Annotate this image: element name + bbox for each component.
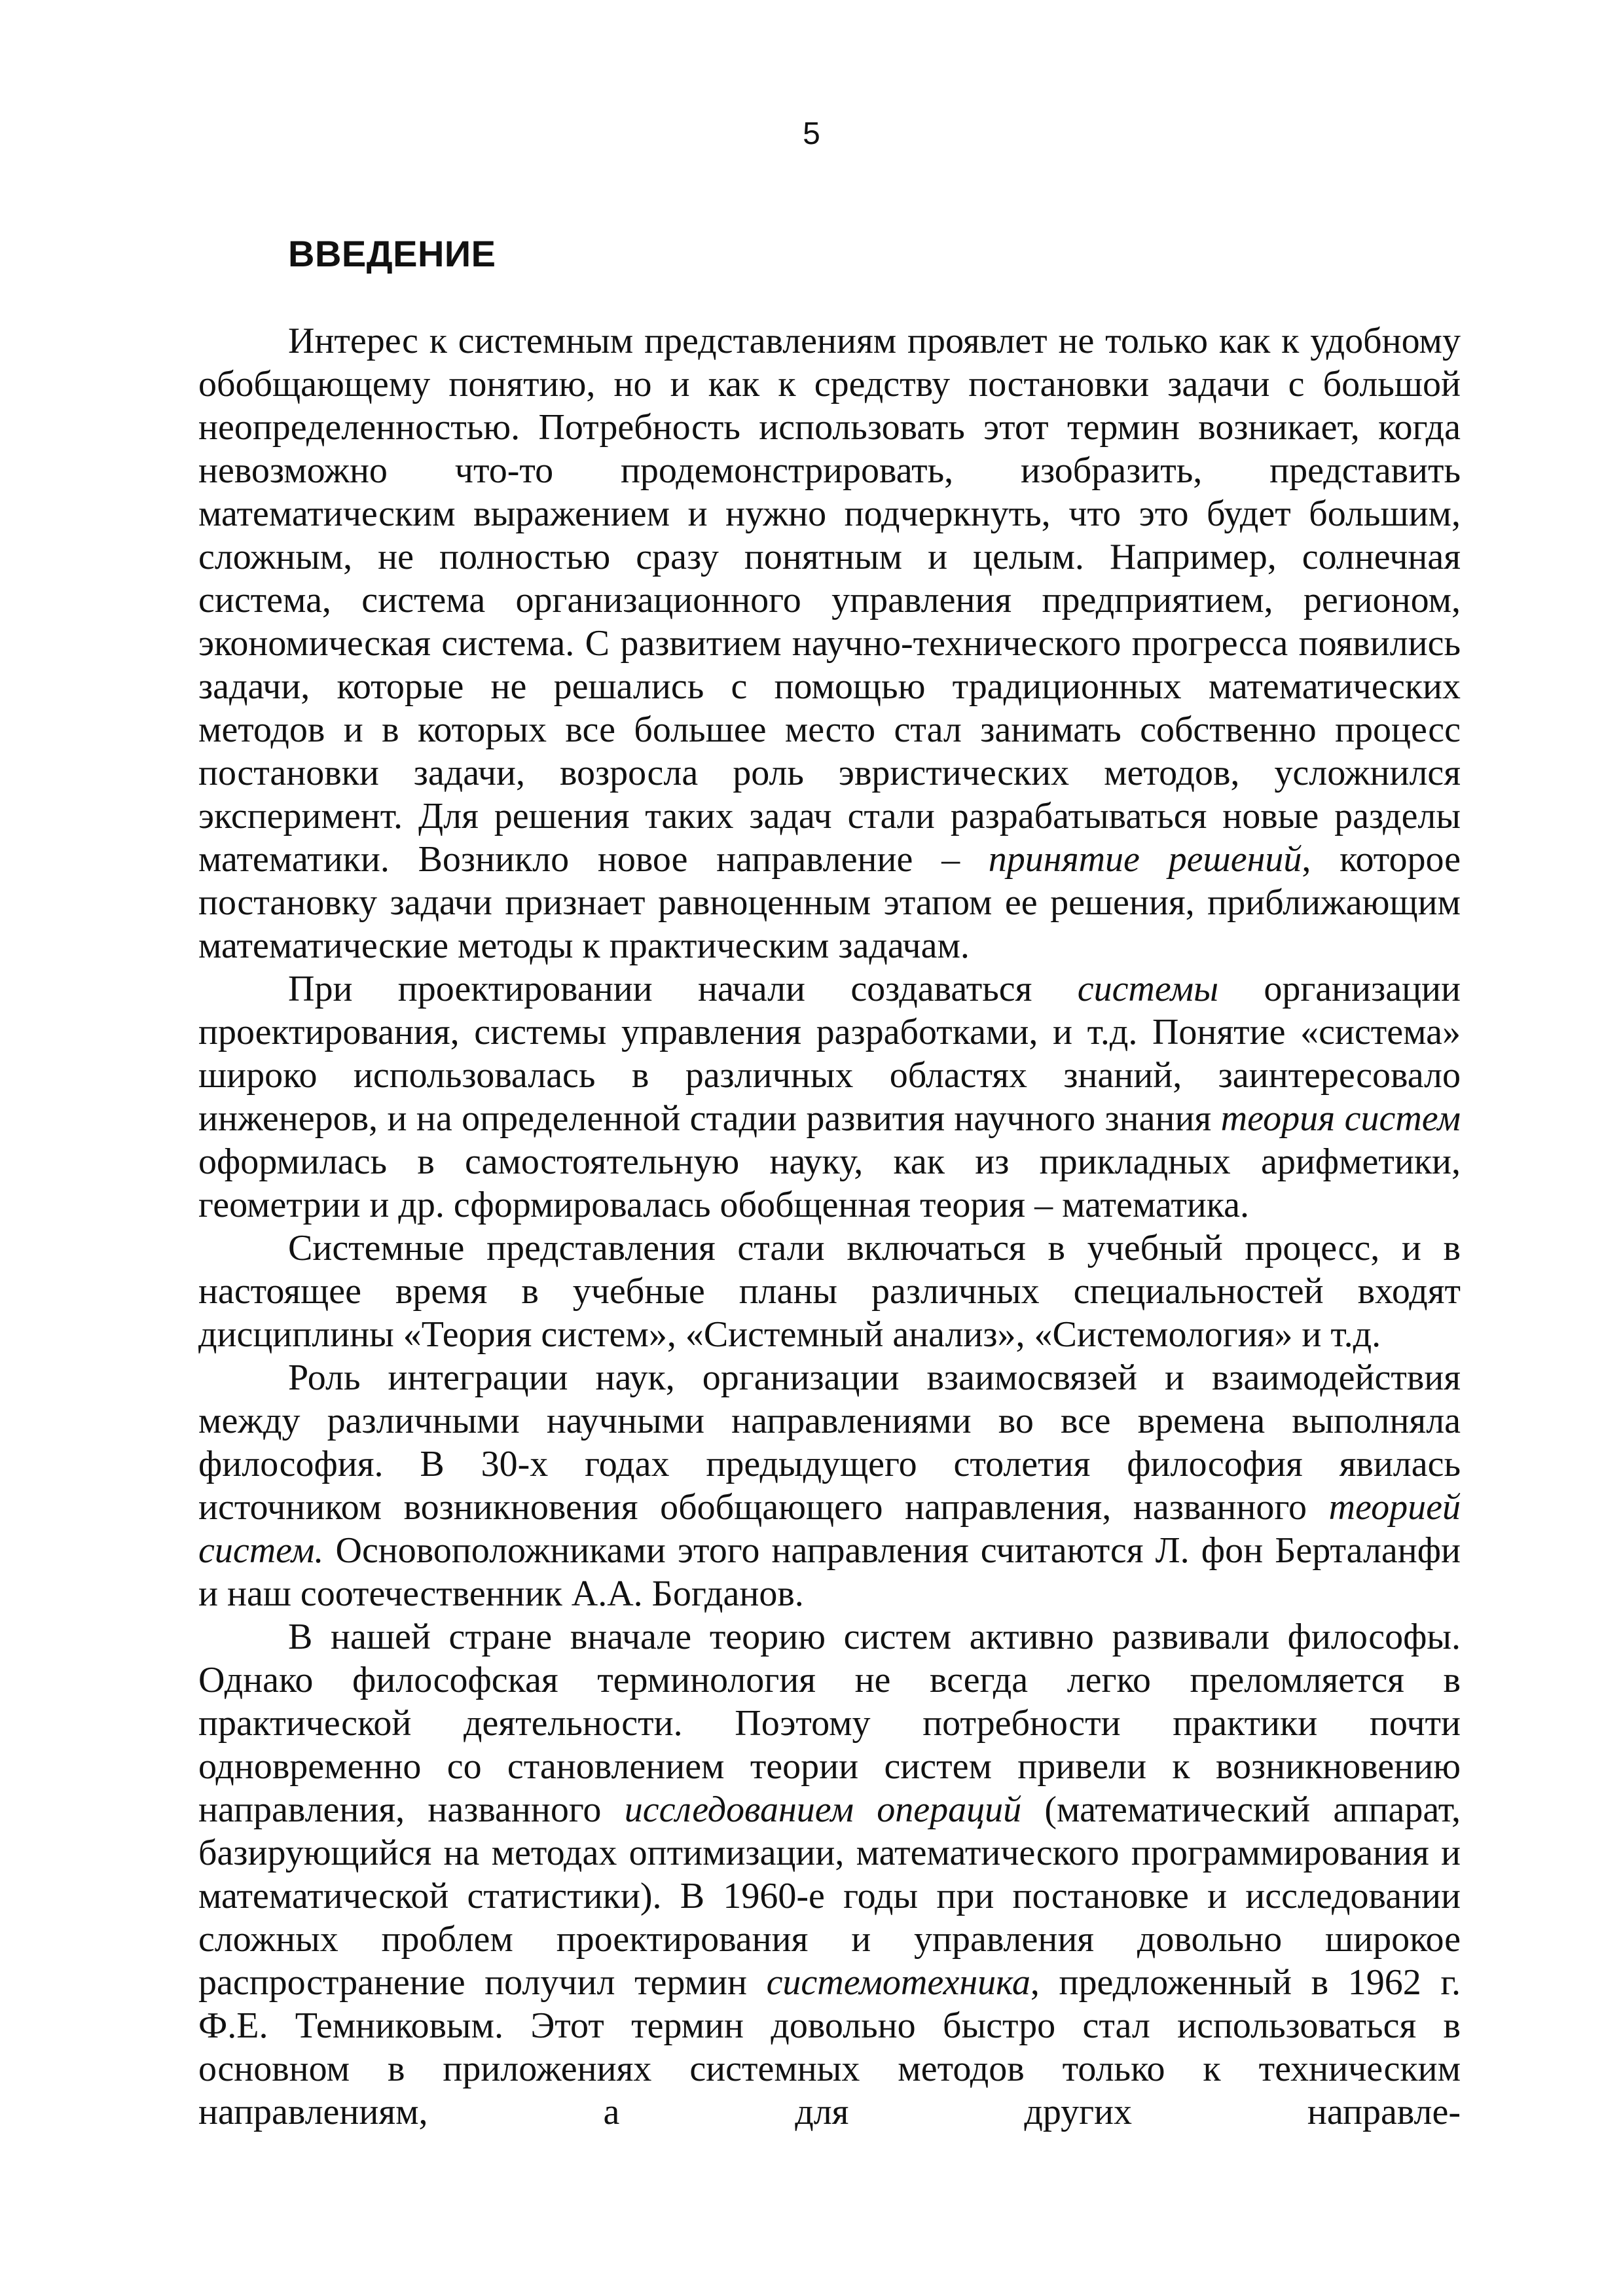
text-run: оформилась в самостоятельную науку, как из прикладных арифметики, геометрии и др. сформировалась обобщенная теория – математика.: [198, 1141, 1461, 1225]
paragraph-3: [198, 1227, 1461, 1356]
italic-term: исследованием операций: [624, 1789, 1022, 1830]
text-run: При проектировании начали создаваться: [288, 969, 1078, 1009]
text-run: В нашей стране вначале теорию систем активно развивали философы. Однако философская терминология не всегда легко преломляется в практической деятельности. Поэтому потребности практики почти одновременно со становлением теории систем привели к возникновению направления, названного: [198, 1617, 1461, 1830]
text-run: Основоположниками этого направления считаются Л. фон Берталанфи и наш соотечественник А.А. Богданов.: [198, 1530, 1461, 1614]
paragraph-4: [198, 1356, 1461, 1615]
text-run: Системные представления стали включаться в учебный процесс, и в настоящее время в учебные планы различных специальностей входят дисциплины «Теория систем», «Системный анализ», «Системология» и т.д.: [198, 1228, 1461, 1355]
body-text: [198, 319, 1461, 2134]
italic-term: принятие решений: [988, 839, 1302, 880]
text-run: , предложенный в 1962 г. Ф.Е. Темниковым. Этот термин довольно быстро стал использоваться в основном в приложениях системных методов только к техническим направлениям, а для других направле-: [198, 1962, 1461, 2132]
text-run: организации проектирования, системы управления разработками, и т.д. Понятие «система» широко использовалась в различных областях знаний, заинтересовало инженеров, и на определенной стадии развития научного знания: [198, 969, 1461, 1139]
text-run: (математический аппарат, базирующийся на методах оптимизации, математического программирования и математической статистики). В 1960-е годы при постановке и исследовании сложных проблем проектирования и управления довольно широкое распространение получил термин: [198, 1789, 1461, 2003]
section-heading: ВВЕДЕНИЕ: [288, 233, 496, 274]
italic-term: системотехника: [766, 1962, 1030, 2003]
text-run: , которое постановку задачи признает равноценным этапом ее решения, приближающим математические методы к практическим задачам.: [198, 839, 1461, 966]
italic-term: системы: [1077, 969, 1218, 1009]
paragraph-2: [198, 967, 1461, 1227]
paragraph-5: [198, 1615, 1461, 2134]
text-run: Роль интеграции наук, организации взаимосвязей и взаимодействия между различными научными направлениями во все времена выполняла философия. В 30-х годах предыдущего столетия философия явилась источником возникновения обобщающего направления, названного: [198, 1357, 1461, 1528]
text-run: Интерес к системным представлениям проявлет не только как к удобному обобщающему понятию, но и как к средству постановки задачи с большой неопределенностью. Потребность использовать этот термин возникает, когда невозможно что-то продемонстрировать, изобразить, представить математическим выражением и нужно подчеркнуть, что это будет большим, сложным, не полностью сразу понятным и целым. Например, солнечная система, система организационного управления предприятием, регионом, экономическая система. С развитием научно-технического прогресса появились задачи, которые не решались с помощью традиционных математических методов и в которых все большее место стал занимать собственно процесс постановки задачи, возросла роль эвристических методов, усложнился эксперимент. Для решения таких задач стали разрабатываться новые разделы математики. Возникло новое направление –: [198, 321, 1461, 880]
paragraph-1: [198, 319, 1461, 967]
italic-term: теория систем: [1220, 1098, 1461, 1139]
page-number: 5: [803, 117, 820, 151]
italic-term: теорией систем.: [198, 1487, 1461, 1571]
